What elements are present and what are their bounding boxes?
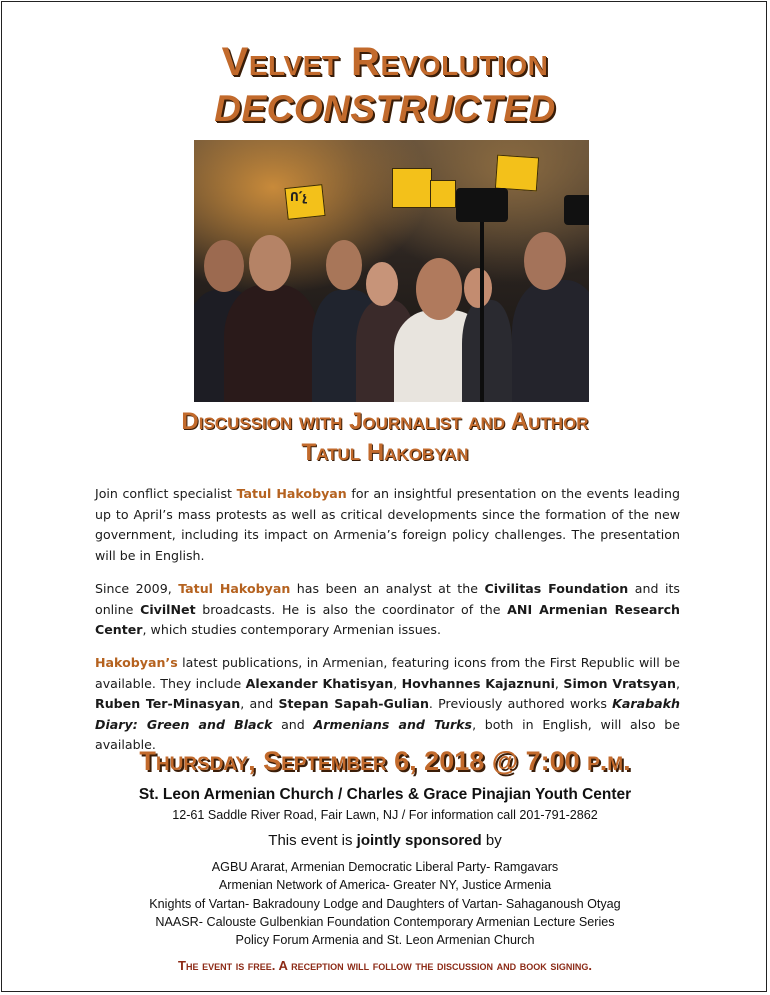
org-name: ANI Armenian Research Center bbox=[95, 601, 681, 637]
text: , bbox=[393, 675, 402, 691]
text: by bbox=[481, 832, 502, 849]
sponsor-list bbox=[2, 858, 767, 949]
title-line-1: Velvet Revolution bbox=[221, 40, 549, 84]
text: Since 2009, bbox=[95, 581, 179, 596]
figure-head bbox=[524, 232, 566, 290]
text: , which studies contemporary Armenian issues. bbox=[142, 622, 441, 637]
text: latest publications, in Armenian, featuring icons from the First Republic will be available. They include bbox=[95, 655, 680, 691]
event-venue: St. Leon Armenian Church / Charles & Grace Pinajian Youth Center bbox=[138, 786, 632, 803]
text: broadcasts. He is also the coordinator of the bbox=[195, 601, 508, 617]
sponsor-intro bbox=[2, 832, 767, 849]
title-line-2 bbox=[2, 88, 767, 130]
org-name: CivilNet bbox=[140, 601, 196, 617]
footer-note: The event is free. A reception will follow the discussion and book signing. bbox=[178, 958, 592, 973]
text: for an insightful presentation on the events leading up to April’s mass protests as well as critical developments since the formation of the new government, including its impact on Armenia’s foreign policy challenges. The presentation will be in English. bbox=[95, 486, 680, 563]
text: , bbox=[554, 675, 564, 691]
speaker-name: Hakobyan’s bbox=[95, 655, 178, 670]
paragraph-intro bbox=[95, 484, 680, 566]
sponsor-line: Knights of Vartan- Bakradouny Lodge and Daughters of Vartan- Sahaganoush Otyag bbox=[149, 896, 621, 911]
text: , both in English, will also be available. bbox=[95, 716, 680, 752]
person-name: Alexander Khatisyan bbox=[245, 675, 394, 691]
figure-head bbox=[464, 268, 492, 308]
figure-body bbox=[462, 300, 512, 402]
text: and its online bbox=[95, 581, 680, 617]
camera-tripod bbox=[480, 222, 484, 402]
figure-head bbox=[326, 240, 362, 290]
figure-body bbox=[224, 285, 319, 402]
person-name: Stepan Sapah-Gulian bbox=[278, 696, 429, 711]
speaker-name: Tatul Hakobyan bbox=[236, 486, 347, 501]
figure-body bbox=[512, 280, 589, 402]
sponsor-line: NAASR- Calouste Gulbenkian Foundation Contemporary Armenian Lecture Series bbox=[155, 914, 615, 929]
figure-head bbox=[249, 235, 291, 291]
book-title: Karabakh Diary: Green and Black bbox=[95, 696, 680, 732]
text: and bbox=[272, 716, 314, 732]
person-name: Hovhannes Kajaznuni bbox=[401, 675, 555, 691]
event-datetime: Thursday, September 6, 2018 @ 7:00 p.m. bbox=[139, 746, 631, 776]
sponsor-line: AGBU Ararat, Armenian Democratic Liberal Party- Ramgavars bbox=[211, 860, 559, 874]
figure-head bbox=[366, 262, 398, 306]
tv-camera-2 bbox=[564, 195, 589, 225]
text: Join conflict specialist bbox=[95, 486, 237, 501]
figure-head bbox=[416, 258, 462, 320]
event-address: 12-61 Saddle River Road, Fair Lawn, NJ / For information call 201-791-2862 bbox=[172, 808, 598, 822]
title-line-2-text: DECONSTRUCTED bbox=[214, 88, 556, 129]
paragraph-bio bbox=[95, 579, 680, 641]
text: This event is bbox=[268, 832, 357, 849]
text: , bbox=[675, 675, 680, 691]
protest-photo bbox=[194, 140, 589, 402]
speaker-name: Tatul Hakobyan bbox=[178, 581, 291, 596]
protest-sign-4 bbox=[430, 180, 456, 208]
text: , and bbox=[240, 696, 279, 711]
paragraph-publications bbox=[95, 653, 680, 756]
text-bold: jointly sponsored bbox=[356, 832, 482, 849]
flyer-page bbox=[1, 1, 767, 992]
sign-text: Ո՛չ bbox=[290, 190, 307, 204]
protest-sign-3 bbox=[495, 155, 539, 192]
org-name: Civilitas Foundation bbox=[484, 581, 629, 596]
subtitle-line-2: Tatul Hakobyan bbox=[301, 439, 469, 466]
book-title: Armenians and Turks bbox=[313, 716, 473, 732]
sponsor-line: Armenian Network of America- Greater NY, Justice Armenia bbox=[218, 878, 552, 893]
protest-sign-2 bbox=[392, 168, 432, 208]
text: has been an analyst at the bbox=[290, 581, 485, 596]
text: . Previously authored works bbox=[428, 696, 613, 711]
figure-head bbox=[204, 240, 244, 292]
person-name: Simon Vratsyan bbox=[563, 675, 676, 691]
subtitle-line-1: Discussion with Journalist and Author bbox=[181, 408, 589, 435]
sponsor-line: Policy Forum Armenia and St. Leon Armenian Church bbox=[235, 933, 535, 948]
person-name: Ruben Ter-Minasyan bbox=[95, 696, 241, 711]
tv-camera bbox=[456, 188, 508, 222]
